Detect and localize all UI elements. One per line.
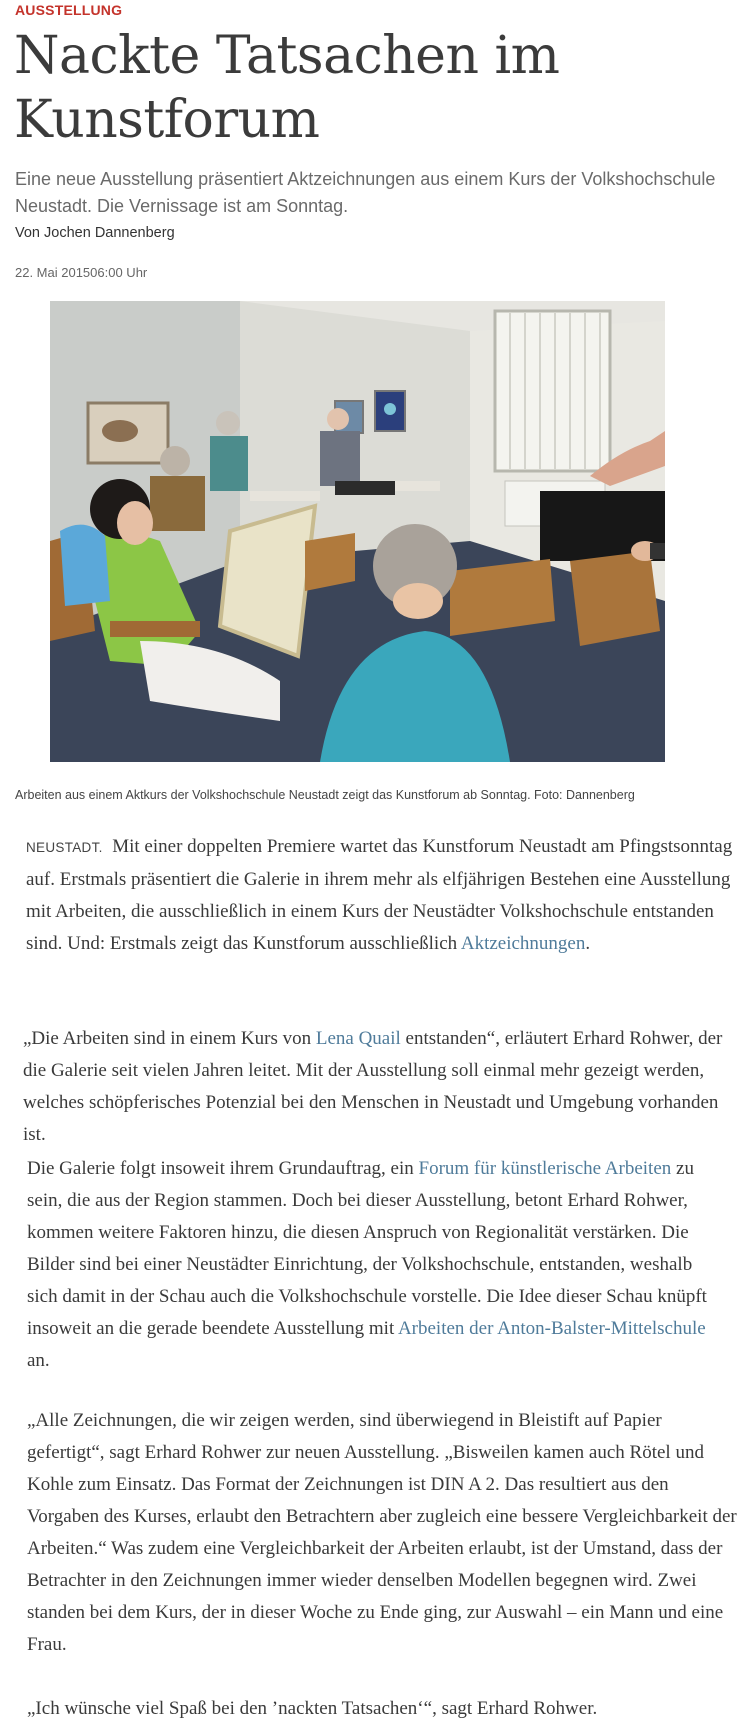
paragraph-1-text: Mit einer doppelten Premiere wartet das Kunstforum Neustadt am Pfingstsonntag auf. Erstmals präsentiert die Galerie in ihrem mehr als elfjährigen Bestehen eine Ausstellung mit Arbeiten, die ausschließlich in einem Kurs der Neustädter Volkshochschule entstanden sind. Und: Erstmals zeigt das Kunstforum ausschließlich <box>26 836 733 954</box>
article-author: Von Jochen Dannenberg <box>15 225 175 241</box>
paragraph-3-text-middle: zu sein, die aus der Region stammen. Doch bei dieser Ausstellung, betont Erhard Rohwer, kommen weitere Faktoren hinzu, die diesen Anspruch von Regionalität verstärken. Die Bilder sind bei einer Neustädter Einrichtung, der Volkshochschule, entstanden, weshalb sich damit in der Schau auch die Volkshochschule vorstelle. Die Idee dieser Schau knüpft insoweit an die gerade beendete Ausstellung mit <box>27 1158 707 1339</box>
article-dateline: NEUSTADT. <box>26 840 103 855</box>
article-paragraph-1 <box>26 831 740 960</box>
link-forum-kuenstlerische-arbeiten[interactable]: Forum für künstlerische Arbeiten <box>418 1158 672 1179</box>
article-lead: Eine neue Ausstellung präsentiert Aktzeichnungen aus einem Kurs der Volkshochschule Neustadt. Die Vernissage ist am Sonntag. <box>15 169 716 216</box>
article-date: 22. Mai 201506:00 Uhr <box>15 265 148 280</box>
article-photo[interactable] <box>50 301 665 762</box>
paragraph-2-text-end: entstanden“, erläutert Erhard Rohwer, der die Galerie seit vielen Jahren leitet. Mit der Ausstellung soll einmal mehr gezeigt werden, welches schöpferisches Potenzial bei den Menschen in Neustadt und Umgebung vorhanden ist. <box>23 1028 723 1145</box>
article-paragraph-4: „Alle Zeichnungen, die wir zeigen werden, sind überwiegend in Bleistift auf Papier gefertigt“, sagt Erhard Rohwer zur neuen Ausstellung. „Bisweilen kamen auch Rötel und Kohle zum Einsatz. Das Format der Zeichnungen ist DIN A 2. Das resultiert aus den Vorgaben des Kurses, erlaubt den Betrachtern aber zugleich eine bessere Vergleichbarkeit der Arbeiten.“ Was zudem eine Vergleichbarkeit der Arbeiten erlaubt, ist der Umstand, dass der Betrachter in den Zeichnungen immer wieder denselben Modellen begegnen wird. Zwei standen bei dem Kurs, der in dieser Woche zu Ende ging, zur Auswahl – ein Mann und eine Frau. <box>27 1410 737 1655</box>
paragraph-3-text-start: Die Galerie folgt insoweit ihrem Grundauftrag, ein <box>27 1158 414 1179</box>
article-title: Nackte Tatsachen im Kunstforum <box>14 26 560 150</box>
article-paragraph-3 <box>27 1153 727 1377</box>
article-paragraph-2 <box>23 1023 723 1151</box>
link-anton-balster-mittelschule[interactable]: Arbeiten der Anton-Balster-Mittelschule <box>397 1318 706 1339</box>
link-lena-quail[interactable]: Lena Quail <box>315 1028 401 1049</box>
article-kicker[interactable]: AUSSTELLUNG <box>15 2 123 18</box>
paragraph-3-text-end: an. <box>27 1350 50 1371</box>
link-aktzeichnungen[interactable]: Aktzeichnungen <box>460 933 586 954</box>
article-paragraph-5: „Ich wünsche viel Spaß bei den ’nackten Tatsachen‘“, sagt Erhard Rohwer. <box>27 1698 598 1719</box>
photo-caption: Arbeiten aus einem Aktkurs der Volkshochschule Neustadt zeigt das Kunstforum ab Sonntag. Foto: Dannenberg <box>15 788 635 802</box>
drawing-class-photo <box>50 301 665 762</box>
paragraph-1-end: . <box>585 933 591 954</box>
paragraph-2-text-start: „Die Arbeiten sind in einem Kurs von <box>23 1028 312 1049</box>
